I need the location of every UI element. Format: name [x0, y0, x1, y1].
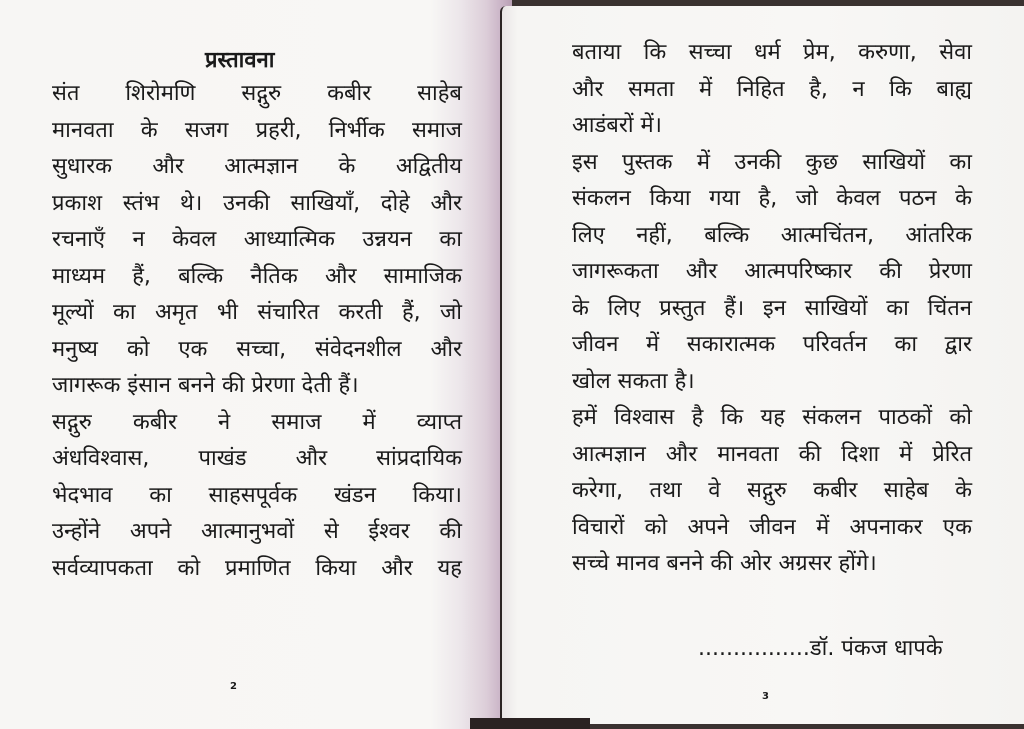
text-line: हमें विश्वास है कि यह संकलन पाठकों को — [572, 405, 972, 430]
text-line: सच्चे मानव बनने की ओर अग्रसर होंगे। — [572, 551, 877, 576]
text-line: मानवता के सजग प्रहरी, निर्भीक समाज — [52, 117, 462, 143]
text-line: रचनाएँ न केवल आध्यात्मिक उन्नयन का — [52, 227, 462, 252]
text-line: भेदभाव का साहसपूर्वक खंडन किया। — [52, 482, 462, 508]
text-line: संत शिरोमणि सद्गुरु कबीर साहेब — [52, 81, 462, 106]
text-line: सुधारक और आत्मज्ञान के अद्वितीय — [52, 154, 462, 179]
page-heading: प्रस्तावना — [205, 48, 275, 73]
text-line: इस पुस्तक में उनकी कुछ साखियों का — [572, 149, 972, 175]
text-line: और समता में निहित है, न कि बाह्य — [572, 76, 972, 102]
text-line: सद्गुरु कबीर ने समाज में व्याप्त — [52, 409, 462, 435]
text-line: आत्मज्ञान और मानवता की दिशा में प्रेरित — [572, 441, 972, 467]
text-line: के लिए प्रस्तुत हैं। इन साखियों का चिंतन — [572, 295, 972, 321]
text-line: करेगा, तथा वे सद्गुरु कबीर साहेब के — [572, 478, 972, 503]
text-line: बताया कि सच्चा धर्म प्रेम, करुणा, सेवा — [572, 40, 972, 65]
author-signature: ................डॉ. पंकज धापके — [698, 636, 943, 661]
text-line: विचारों को अपने जीवन में अपनाकर एक — [572, 514, 972, 540]
text-line: प्रकाश स्तंभ थे। उनकी साखियाँ, दोहे और — [52, 190, 462, 216]
text-line: सर्वव्यापकता को प्रमाणित किया और यह — [52, 555, 462, 581]
book-spine-shadow — [470, 718, 590, 729]
text-line: माध्यम हैं, बल्कि नैतिक और सामाजिक — [52, 263, 462, 289]
text-line: खोल सकता है। — [572, 368, 695, 394]
text-line: जीवन में सकारात्मक परिवर्तन का द्वार — [572, 332, 972, 357]
text-line: संकलन किया गया है, जो केवल पठन के — [572, 186, 972, 211]
text-line: मनुष्य को एक सच्चा, संवेदनशील और — [52, 336, 462, 362]
text-line: जागरूक इंसान बनने की प्रेरणा देती हैं। — [52, 373, 359, 398]
text-line: जागरूकता और आत्मपरिष्कार की प्रेरणा — [572, 259, 972, 284]
left-page-body — [52, 76, 462, 587]
text-line: लिए नहीं, बल्कि आत्मचिंतन, आंतरिक — [572, 222, 972, 248]
right-page-body — [572, 35, 972, 583]
text-line: अंधविश्वास, पाखंड और सांप्रदायिक — [52, 446, 462, 471]
text-line: उन्होंने अपने आत्मानुभवों से ईश्वर की — [52, 519, 462, 544]
text-line: आडंबरों में। — [572, 113, 662, 138]
page-number: 2 — [230, 681, 237, 692]
page-number: 3 — [762, 691, 769, 702]
text-line: मूल्यों का अमृत भी संचारित करती हैं, जो — [52, 300, 462, 325]
